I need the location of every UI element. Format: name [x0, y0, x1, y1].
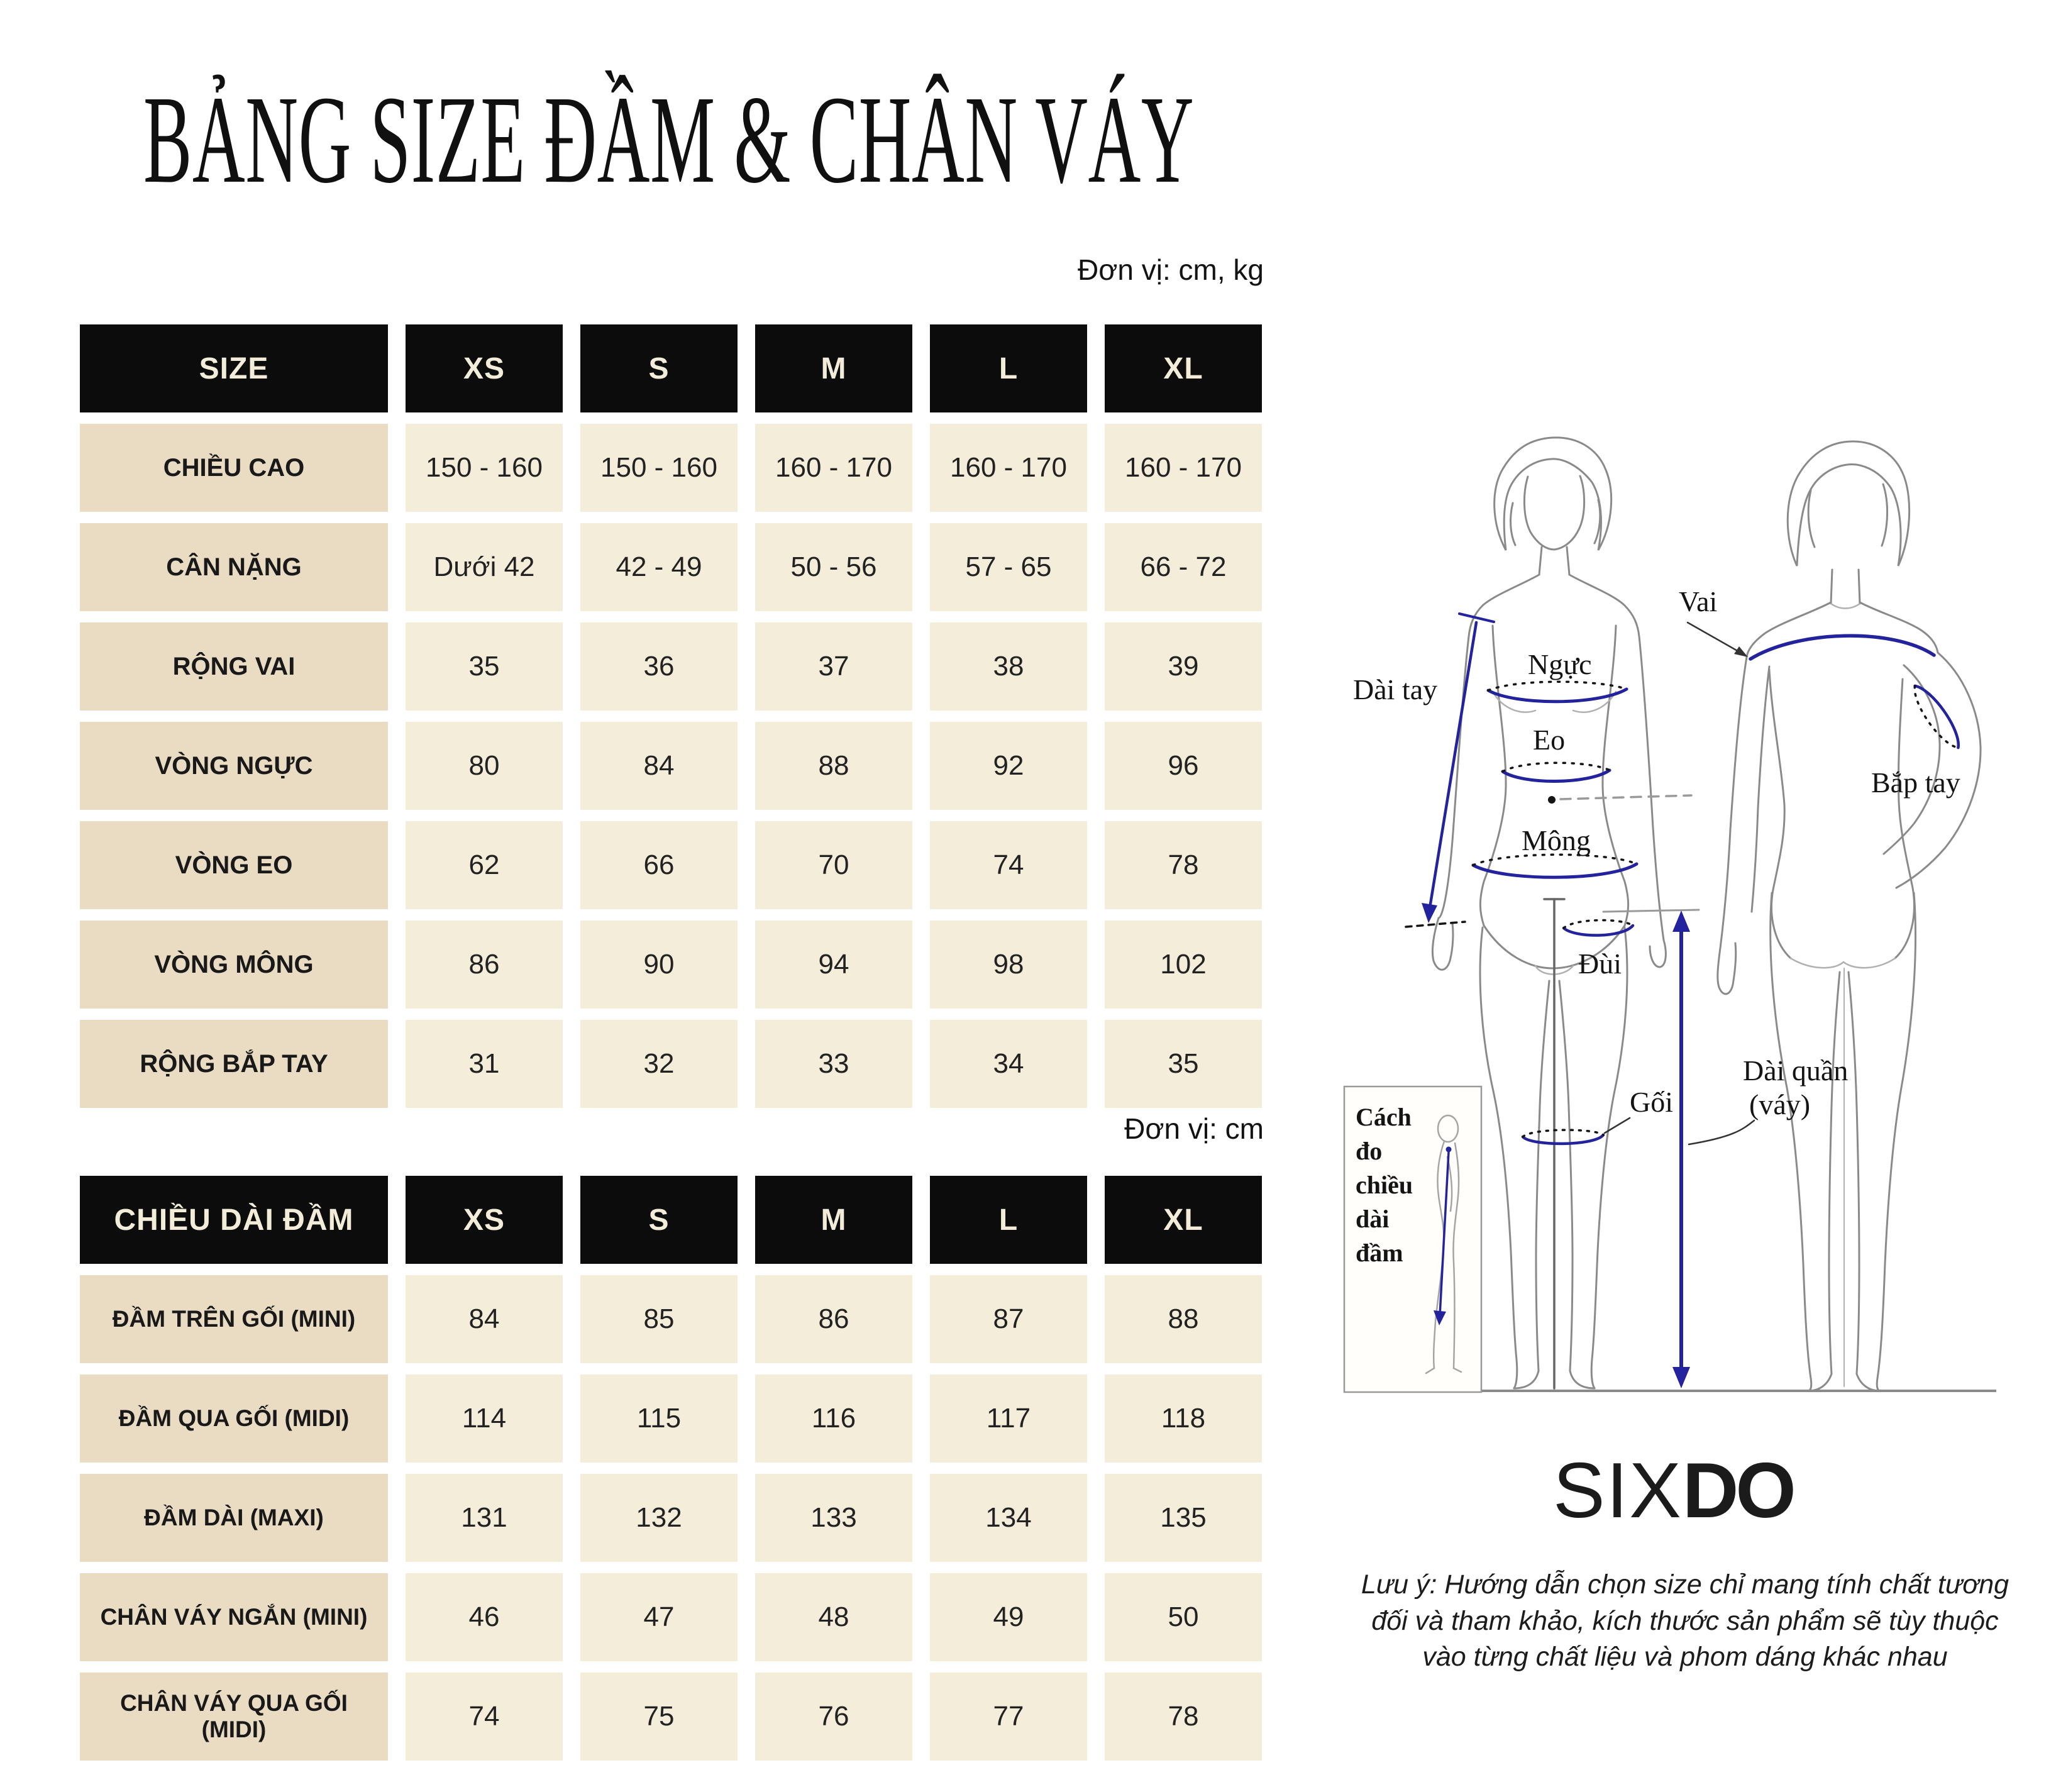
table-cell: 31: [406, 1020, 563, 1108]
waist-label: Eo: [1533, 724, 1566, 756]
table-cell: 132: [580, 1474, 738, 1562]
table-cell: 150 - 160: [406, 424, 563, 512]
header-cell: S: [580, 1176, 738, 1264]
table-cell: 77: [930, 1673, 1087, 1761]
row-label: RỘNG BẮP TAY: [80, 1020, 388, 1108]
table-cell: 135: [1105, 1474, 1262, 1562]
table-cell: 37: [755, 622, 912, 711]
table-cell: 133: [755, 1474, 912, 1562]
row-label: CÂN NẶNG: [80, 523, 388, 611]
table-cell: 76: [755, 1673, 912, 1761]
body-measurement-diagram: [1314, 415, 2050, 1396]
table-cell: 134: [930, 1474, 1087, 1562]
table-cell: 70: [755, 821, 912, 909]
table-cell: 66: [580, 821, 738, 909]
dress-length-inset: [1344, 1087, 1481, 1392]
table-cell: 131: [406, 1474, 563, 1562]
body-measurement-table: [80, 324, 1262, 1108]
table-cell: 160 - 170: [755, 424, 912, 512]
row-label: ĐẦM DÀI (MAXI): [80, 1474, 388, 1562]
table-cell: 94: [755, 921, 912, 1009]
row-label: RỘNG VAI: [80, 622, 388, 711]
unit-label-table1: Đơn vị: cm, kg: [1078, 253, 1264, 286]
table-cell: 86: [406, 921, 563, 1009]
table-cell: 160 - 170: [930, 424, 1087, 512]
table-cell: 50: [1105, 1573, 1262, 1661]
header-cell: L: [930, 1176, 1087, 1264]
dress-length-table: [80, 1176, 1262, 1761]
table-cell: 86: [755, 1275, 912, 1363]
disclaimer-note: [1339, 1567, 2031, 1676]
table-cell: 74: [406, 1673, 563, 1761]
table-cell: 116: [755, 1374, 912, 1463]
table-cell: 48: [755, 1573, 912, 1661]
table-cell: 42 - 49: [580, 523, 738, 611]
table-cell: 87: [930, 1275, 1087, 1363]
hip-label: Mông: [1522, 824, 1591, 856]
table-cell: 39: [1105, 622, 1262, 711]
inset-text: Cách: [1356, 1103, 1412, 1131]
row-label: ĐẦM TRÊN GỐI (MINI): [80, 1275, 388, 1363]
header-cell: M: [755, 1176, 912, 1264]
table-cell: 34: [930, 1020, 1087, 1108]
header-cell: XS: [406, 324, 563, 412]
table-cell: 96: [1105, 722, 1262, 810]
table-cell: 32: [580, 1020, 738, 1108]
table-cell: 36: [580, 622, 738, 711]
table-cell: 80: [406, 722, 563, 810]
row-label: CHIỀU CAO: [80, 424, 388, 512]
table-cell: 35: [1105, 1020, 1262, 1108]
row-label: ĐẦM QUA GỐI (MIDI): [80, 1374, 388, 1463]
table-cell: 74: [930, 821, 1087, 909]
table-cell: 92: [930, 722, 1087, 810]
sixdo-logo: [1553, 1446, 1793, 1535]
table-cell: 66 - 72: [1105, 523, 1262, 611]
table-cell: 62: [406, 821, 563, 909]
pants-length-label-2: (váy): [1749, 1088, 1811, 1120]
table-cell: 114: [406, 1374, 563, 1463]
table-cell: 57 - 65: [930, 523, 1087, 611]
row-label: VÒNG MÔNG: [80, 921, 388, 1009]
header-cell: M: [755, 324, 912, 412]
inset-text: đầm: [1356, 1239, 1403, 1267]
pants-length-label-1: Dài quần: [1743, 1054, 1849, 1087]
table-cell: 35: [406, 622, 563, 711]
diagram-labels: [1353, 585, 1960, 1120]
logo-six: SIX: [1553, 1447, 1683, 1534]
row-label: CHÂN VÁY QUA GỐI (MIDI): [80, 1673, 388, 1761]
page-title: BẢNG SIZE ĐẦM & CHÂN VÁY: [143, 70, 1195, 209]
table-cell: 50 - 56: [755, 523, 912, 611]
table-cell: 117: [930, 1374, 1087, 1463]
bust-label: Ngực: [1528, 648, 1592, 680]
table-cell: 33: [755, 1020, 912, 1108]
thigh-label: Đùi: [1578, 948, 1622, 980]
table-cell: 98: [930, 921, 1087, 1009]
table-cell: 78: [1105, 1673, 1262, 1761]
header-cell: S: [580, 324, 738, 412]
table-cell: 102: [1105, 921, 1262, 1009]
note-line: đối và tham khảo, kích thước sản phẩm sẽ tùy thuộc: [1371, 1605, 1999, 1636]
table-cell: 150 - 160: [580, 424, 738, 512]
arm-length-label: Dài tay: [1353, 673, 1438, 705]
row-label: VÒNG NGỰC: [80, 722, 388, 810]
note-line: vào từng chất liệu và phom dáng khác nhau: [1422, 1642, 1948, 1673]
header-cell: XL: [1105, 324, 1262, 412]
table-cell: 160 - 170: [1105, 424, 1262, 512]
header-cell: XS: [406, 1176, 563, 1264]
note-line: Lưu ý: Hướng dẫn chọn size chỉ mang tính chất tương: [1361, 1569, 2009, 1600]
table-cell: 90: [580, 921, 738, 1009]
table-cell: 49: [930, 1573, 1087, 1661]
shoulder-label: Vai: [1679, 585, 1718, 617]
table-cell: 46: [406, 1573, 563, 1661]
table-cell: 38: [930, 622, 1087, 711]
table-cell: 88: [1105, 1275, 1262, 1363]
header-cell: XL: [1105, 1176, 1262, 1264]
inset-text: chiều: [1356, 1171, 1413, 1199]
header-cell: CHIỀU DÀI ĐẦM: [80, 1176, 388, 1264]
header-cell: L: [930, 324, 1087, 412]
table-cell: 88: [755, 722, 912, 810]
bicep-label: Bắp tay: [1871, 766, 1960, 799]
table-cell: 75: [580, 1673, 738, 1761]
unit-label-table2: Đơn vị: cm: [1124, 1112, 1264, 1145]
measurement-lines: [1406, 614, 1966, 1388]
table-cell: 78: [1105, 821, 1262, 909]
logo-do: DO: [1682, 1447, 1793, 1534]
table-cell: 118: [1105, 1374, 1262, 1463]
header-cell: SIZE: [80, 324, 388, 412]
table-cell: 47: [580, 1573, 738, 1661]
table-cell: 85: [580, 1275, 738, 1363]
knee-label: Gối: [1630, 1086, 1673, 1118]
inset-text: đo: [1356, 1137, 1383, 1165]
table-cell: Dưới 42: [406, 523, 563, 611]
table-cell: 84: [580, 722, 738, 810]
back-figure-sketch: [1718, 441, 1981, 1391]
inset-text: dài: [1356, 1205, 1390, 1233]
table-cell: 115: [580, 1374, 738, 1463]
table-cell: 84: [406, 1275, 563, 1363]
row-label: CHÂN VÁY NGẮN (MINI): [80, 1573, 388, 1661]
row-label: VÒNG EO: [80, 821, 388, 909]
